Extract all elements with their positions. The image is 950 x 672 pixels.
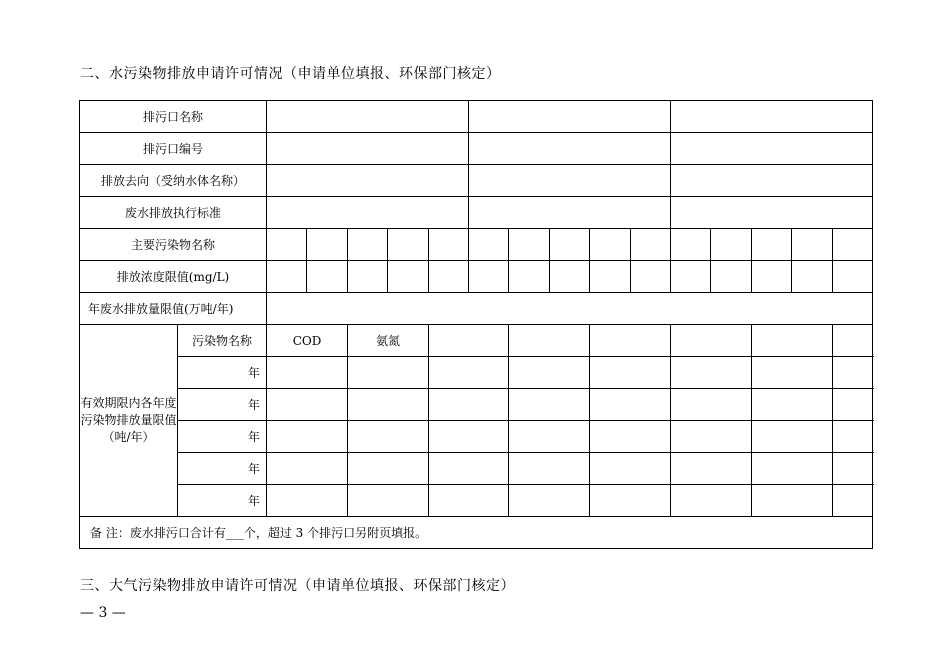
grid-cell[interactable] (550, 229, 590, 261)
pollutant-name-cell[interactable] (429, 325, 509, 357)
water-pollutant-permit-table (79, 100, 873, 549)
annual-wastewater-limit-cell[interactable] (267, 293, 873, 325)
row-concentration-limit (80, 261, 873, 293)
wastewater-standard-label: 废水排放执行标准 (80, 197, 267, 229)
row-outlet-name (80, 101, 873, 133)
year-label: 年 (178, 485, 267, 517)
annual-limit-cell[interactable] (429, 485, 509, 517)
annual-limit-cell[interactable] (752, 389, 833, 421)
year-label: 年 (178, 453, 267, 485)
annual-limit-cell[interactable] (429, 389, 509, 421)
discharge-destination-cell-1[interactable] (267, 165, 469, 197)
note-text: 备 注：废水排污口合计有___个，超过 3 个排污口另附页填报。 (80, 517, 873, 549)
annual-limit-cell[interactable] (752, 357, 833, 389)
year-row (80, 357, 873, 389)
annual-limit-cell[interactable] (429, 357, 509, 389)
grid-cell[interactable] (388, 261, 429, 293)
outlet-name-cell-3[interactable] (671, 101, 873, 133)
annual-limit-cell[interactable] (267, 421, 348, 453)
outlet-name-cell-1[interactable] (267, 101, 469, 133)
outlet-number-cell-3[interactable] (671, 133, 873, 165)
year-row (80, 421, 873, 453)
grid-cell[interactable] (590, 261, 631, 293)
grid-cell[interactable] (550, 261, 590, 293)
pollutant-name-cell[interactable] (509, 325, 590, 357)
main-pollutant-name-label: 主要污染物名称 (80, 229, 267, 261)
wastewater-standard-cell-2[interactable] (469, 197, 671, 229)
annual-limit-cell[interactable] (752, 453, 833, 485)
grid-cell[interactable] (833, 229, 873, 261)
grid-cell[interactable] (752, 229, 792, 261)
grid-cell[interactable] (833, 261, 873, 293)
outlet-name-label: 排污口名称 (80, 101, 267, 133)
wastewater-standard-cell-1[interactable] (267, 197, 469, 229)
row-annual-wastewater-limit (80, 293, 873, 325)
grid-cell[interactable] (509, 261, 550, 293)
pollutant-name-cell[interactable]: COD (267, 325, 348, 357)
grid-cell[interactable] (307, 261, 348, 293)
grid-cell[interactable] (469, 261, 509, 293)
annual-limit-cell[interactable] (509, 453, 590, 485)
grid-cell[interactable] (792, 261, 833, 293)
annual-limit-cell[interactable] (590, 485, 671, 517)
grid-cell[interactable] (509, 229, 550, 261)
grid-cell[interactable] (429, 261, 469, 293)
outlet-name-cell-2[interactable] (469, 101, 671, 133)
outlet-number-cell-1[interactable] (267, 133, 469, 165)
annual-limit-cell[interactable] (671, 421, 752, 453)
annual-limit-cell[interactable] (671, 357, 752, 389)
annual-limit-cell[interactable] (509, 357, 590, 389)
pollutant-name-cell[interactable] (752, 325, 833, 357)
year-row (80, 389, 873, 421)
annual-limit-cell[interactable] (833, 485, 873, 517)
grid-cell[interactable] (671, 261, 711, 293)
annual-limits-label: 有效期限内各年度污染物排放量限值（吨/年） (80, 325, 178, 517)
outlet-number-label: 排污口编号 (80, 133, 267, 165)
concentration-limit-label: 排放浓度限值(mg/L) (80, 261, 267, 293)
grid-cell[interactable] (267, 229, 307, 261)
annual-limit-cell[interactable] (671, 389, 752, 421)
grid-cell[interactable] (711, 229, 752, 261)
year-label: 年 (178, 421, 267, 453)
grid-cell[interactable] (307, 229, 348, 261)
discharge-destination-cell-3[interactable] (671, 165, 873, 197)
annual-limit-cell[interactable] (833, 389, 873, 421)
annual-limit-cell[interactable] (752, 485, 833, 517)
annual-limit-cell[interactable] (429, 453, 509, 485)
annual-limit-cell[interactable] (267, 357, 348, 389)
annual-limit-cell[interactable] (671, 453, 752, 485)
annual-limit-cell[interactable] (267, 389, 348, 421)
annual-limit-cell[interactable] (267, 453, 348, 485)
annual-limit-cell[interactable] (590, 357, 671, 389)
section-2-title: 二、水污染物排放申请许可情况（申请单位填报、环保部门核定） (80, 66, 501, 82)
annual-limit-cell[interactable] (833, 453, 873, 485)
annual-limit-cell[interactable] (348, 389, 429, 421)
annual-limit-cell[interactable] (348, 485, 429, 517)
grid-cell[interactable] (388, 229, 429, 261)
row-note (80, 517, 873, 549)
wastewater-standard-cell-3[interactable] (671, 197, 873, 229)
grid-cell[interactable] (429, 229, 469, 261)
pollutant-name-cell[interactable] (671, 325, 752, 357)
annual-limit-cell[interactable] (267, 485, 348, 517)
row-discharge-destination (80, 165, 873, 197)
grid-cell[interactable] (590, 229, 631, 261)
annual-limit-cell[interactable] (348, 453, 429, 485)
annual-pollutant-header-label: 污染物名称 (178, 325, 267, 357)
annual-limit-cell[interactable] (590, 389, 671, 421)
grid-cell[interactable] (631, 229, 671, 261)
annual-limit-cell[interactable] (833, 421, 873, 453)
annual-wastewater-limit-label: 年废水排放量限值(万吨/年) (80, 293, 267, 325)
year-row (80, 485, 873, 517)
grid-cell[interactable] (469, 229, 509, 261)
grid-cell[interactable] (348, 261, 388, 293)
year-label: 年 (178, 389, 267, 421)
grid-cell[interactable] (267, 261, 307, 293)
row-annual-pollutant-header (80, 325, 873, 357)
row-main-pollutant-name (80, 229, 873, 261)
annual-limit-cell[interactable] (429, 421, 509, 453)
grid-cell[interactable] (792, 229, 833, 261)
pollutant-name-cell[interactable]: 氨氮 (348, 325, 429, 357)
annual-limit-cell[interactable] (752, 421, 833, 453)
annual-limit-cell[interactable] (509, 421, 590, 453)
annual-limit-cell[interactable] (348, 357, 429, 389)
annual-limit-cell[interactable] (590, 453, 671, 485)
annual-limit-cell[interactable] (509, 389, 590, 421)
grid-cell[interactable] (752, 261, 792, 293)
annual-limit-cell[interactable] (590, 421, 671, 453)
annual-limit-cell[interactable] (833, 357, 873, 389)
annual-limit-cell[interactable] (348, 421, 429, 453)
discharge-destination-cell-2[interactable] (469, 165, 671, 197)
grid-cell[interactable] (671, 229, 711, 261)
discharge-destination-label: 排放去向（受纳水体名称） (80, 165, 267, 197)
year-label: 年 (178, 357, 267, 389)
pollutant-name-cell[interactable] (590, 325, 671, 357)
year-row (80, 453, 873, 485)
annual-limit-cell[interactable] (509, 485, 590, 517)
pollutant-name-cell[interactable] (833, 325, 873, 357)
row-outlet-number (80, 133, 873, 165)
section-3-title: 三、大气污染物排放申请许可情况（申请单位填报、环保部门核定） (80, 578, 515, 594)
grid-cell[interactable] (631, 261, 671, 293)
outlet-number-cell-2[interactable] (469, 133, 671, 165)
grid-cell[interactable] (711, 261, 752, 293)
row-wastewater-standard (80, 197, 873, 229)
page-number: — 3 — (80, 605, 126, 621)
grid-cell[interactable] (348, 229, 388, 261)
annual-limit-cell[interactable] (671, 485, 752, 517)
